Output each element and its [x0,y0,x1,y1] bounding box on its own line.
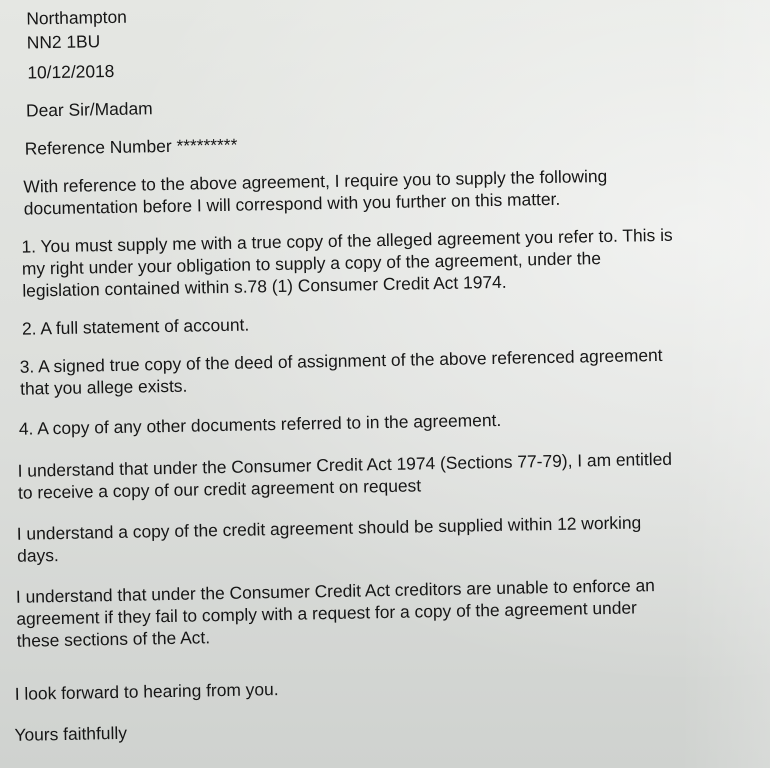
request-item-4: 4. A copy of any other documents referred to in the agreement. [18,409,502,439]
salutation: Dear Sir/Madam [25,98,153,121]
letter-date: 10/12/2018 [27,60,115,83]
understand-paragraph-1: I understand that under the Consumer Credit Act 1974 (Sections 77-79), I am entitled to receive a copy of our credit agreement on request [17,448,673,503]
request-item-3: 3. A signed true copy of the deed of assignment of the above referenced agreement that you allege exists. [19,344,663,399]
understand-paragraph-2: I understand a copy of the credit agreement should be supplied within 12 working days. [16,512,642,566]
understand-paragraph-3: I understand that under the Consumer Credit Act creditors are unable to enforce an agreement if they fail to comply with a request for a copy of the agreement under these sections of the Act. [15,575,656,651]
closing-line: I look forward to hearing from you. [14,679,279,704]
request-item-2: 2. A full statement of account. [21,314,250,339]
request-item-1: 1. You must supply me with a true copy of the alleged agreement you refer to. This is my right under your obligation to supply a copy of the agreement, under the legislation contained within s.78 (1) Consumer Credit Act 1974. [21,224,673,301]
address-town: Northampton [26,6,128,29]
sign-off: Yours faithfully [14,722,128,745]
intro-paragraph: With reference to the above agreement, I require you to supply the following documentation before I will correspond with you further on this matter. [23,165,608,219]
address-postcode: NN2 1BU [26,31,101,53]
reference-number: Reference Number ********* [24,134,238,159]
